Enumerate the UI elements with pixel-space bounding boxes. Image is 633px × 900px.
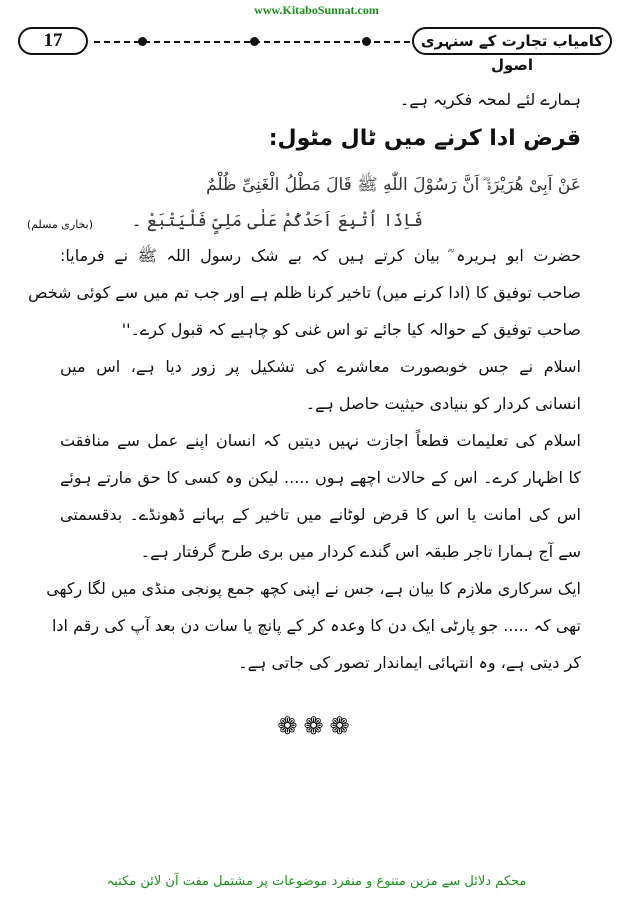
rule-dot — [362, 37, 371, 46]
page-header — [18, 22, 612, 74]
rule-dot — [138, 37, 147, 46]
rule-dot — [250, 37, 259, 46]
text-line: اسلام نے جس خوبصورت معاشرے کی تشکیل پر زور دیا ہے، اس میں — [60, 357, 581, 376]
text-line: انسانی کردار کو بنیادی حیثیت حاصل ہے۔ — [305, 394, 581, 413]
page-number: 17 — [18, 27, 88, 55]
text-line: کر دیتی ہے، وہ انتہائی ایماندار تصور کی جاتی ہے۔ — [238, 653, 581, 672]
text-line: ایک سرکاری ملازم کا بیان ہے، جس نے اپنی کچھ جمع پونجی منڈی میں لگا رکھی — [46, 579, 581, 598]
text-line: اسلام کی تعلیمات قطعاً اجازت نہیں دیتیں کہ انسان اپنے عمل سے منافقت — [60, 431, 581, 450]
text-line: ہمارے لئے لمحہ فکریہ ہے۔ — [399, 90, 581, 109]
hadith-reference: (بخاری مسلم) — [26, 218, 93, 231]
hadith-arabic-line: عَنْ اَبِیْ ھُرَیْرَۃَ ؓ اَنَّ رَسُوْلَ اللّٰهِ ﷺ قَالَ مَطْلُ الْغَنِیِّ ظُلْمٌ — [206, 175, 581, 195]
site-url[interactable]: www.KitaboSunnat.com — [254, 3, 379, 17]
text-line: صاحب توفیق کے حوالہ کیا جائے تو اس غنی کو چاہیے کہ قبول کرے۔'' — [121, 320, 581, 339]
text-line: حضرت ابو ہریرہ ؓ بیان کرتے ہیں کہ بے شک رسول اللہ ﷺ نے فرمایا: — [60, 246, 581, 265]
hadith-arabic-line: فَاِذَا اُتْبِعَ اَحَدُکُمْ عَلٰی مَلِیٍّ فَلْیَتْبَعْ ۔ — [131, 211, 423, 231]
text-line: سے آج ہمارا تاجر طبقہ اس گندے کردار میں بری طرح گرفتار ہے۔ — [140, 542, 581, 561]
flower-ornament-icon: ❁❁❁ — [277, 712, 356, 740]
section-heading: قرض ادا کرنے میں ٹال مٹول: — [268, 126, 581, 151]
footer-tagline: محکم دلائل سے مزین متنوع و منفرد موضوعات پر مشتمل مفت آن لائن مکتبہ — [106, 874, 527, 889]
text-line: کا اظہار کرے۔ اس کے حالات اچھے ہوں ..... لیکن وہ کسی کا حق مارتے ہوئے — [60, 468, 581, 487]
text-line: صاحب توفیق کا (ادا کرنے میں) تاخیر کرنا ظلم ہے اور جب تم میں سے کوئی شخص — [28, 283, 581, 302]
text-line: اس کی امانت یا اس کا قرض لوٹانے میں تاخیر کے بہانے ڈھونڈے۔ بدقسمتی — [60, 505, 581, 524]
book-title: کامیاب تجارت کے سنہری اصول — [412, 27, 612, 55]
text-line: تھی کہ ..... جو پارٹی ایک دن کا وعدہ کر کے پانچ یا سات دن بعد آپ کی رقم ادا — [51, 616, 581, 635]
